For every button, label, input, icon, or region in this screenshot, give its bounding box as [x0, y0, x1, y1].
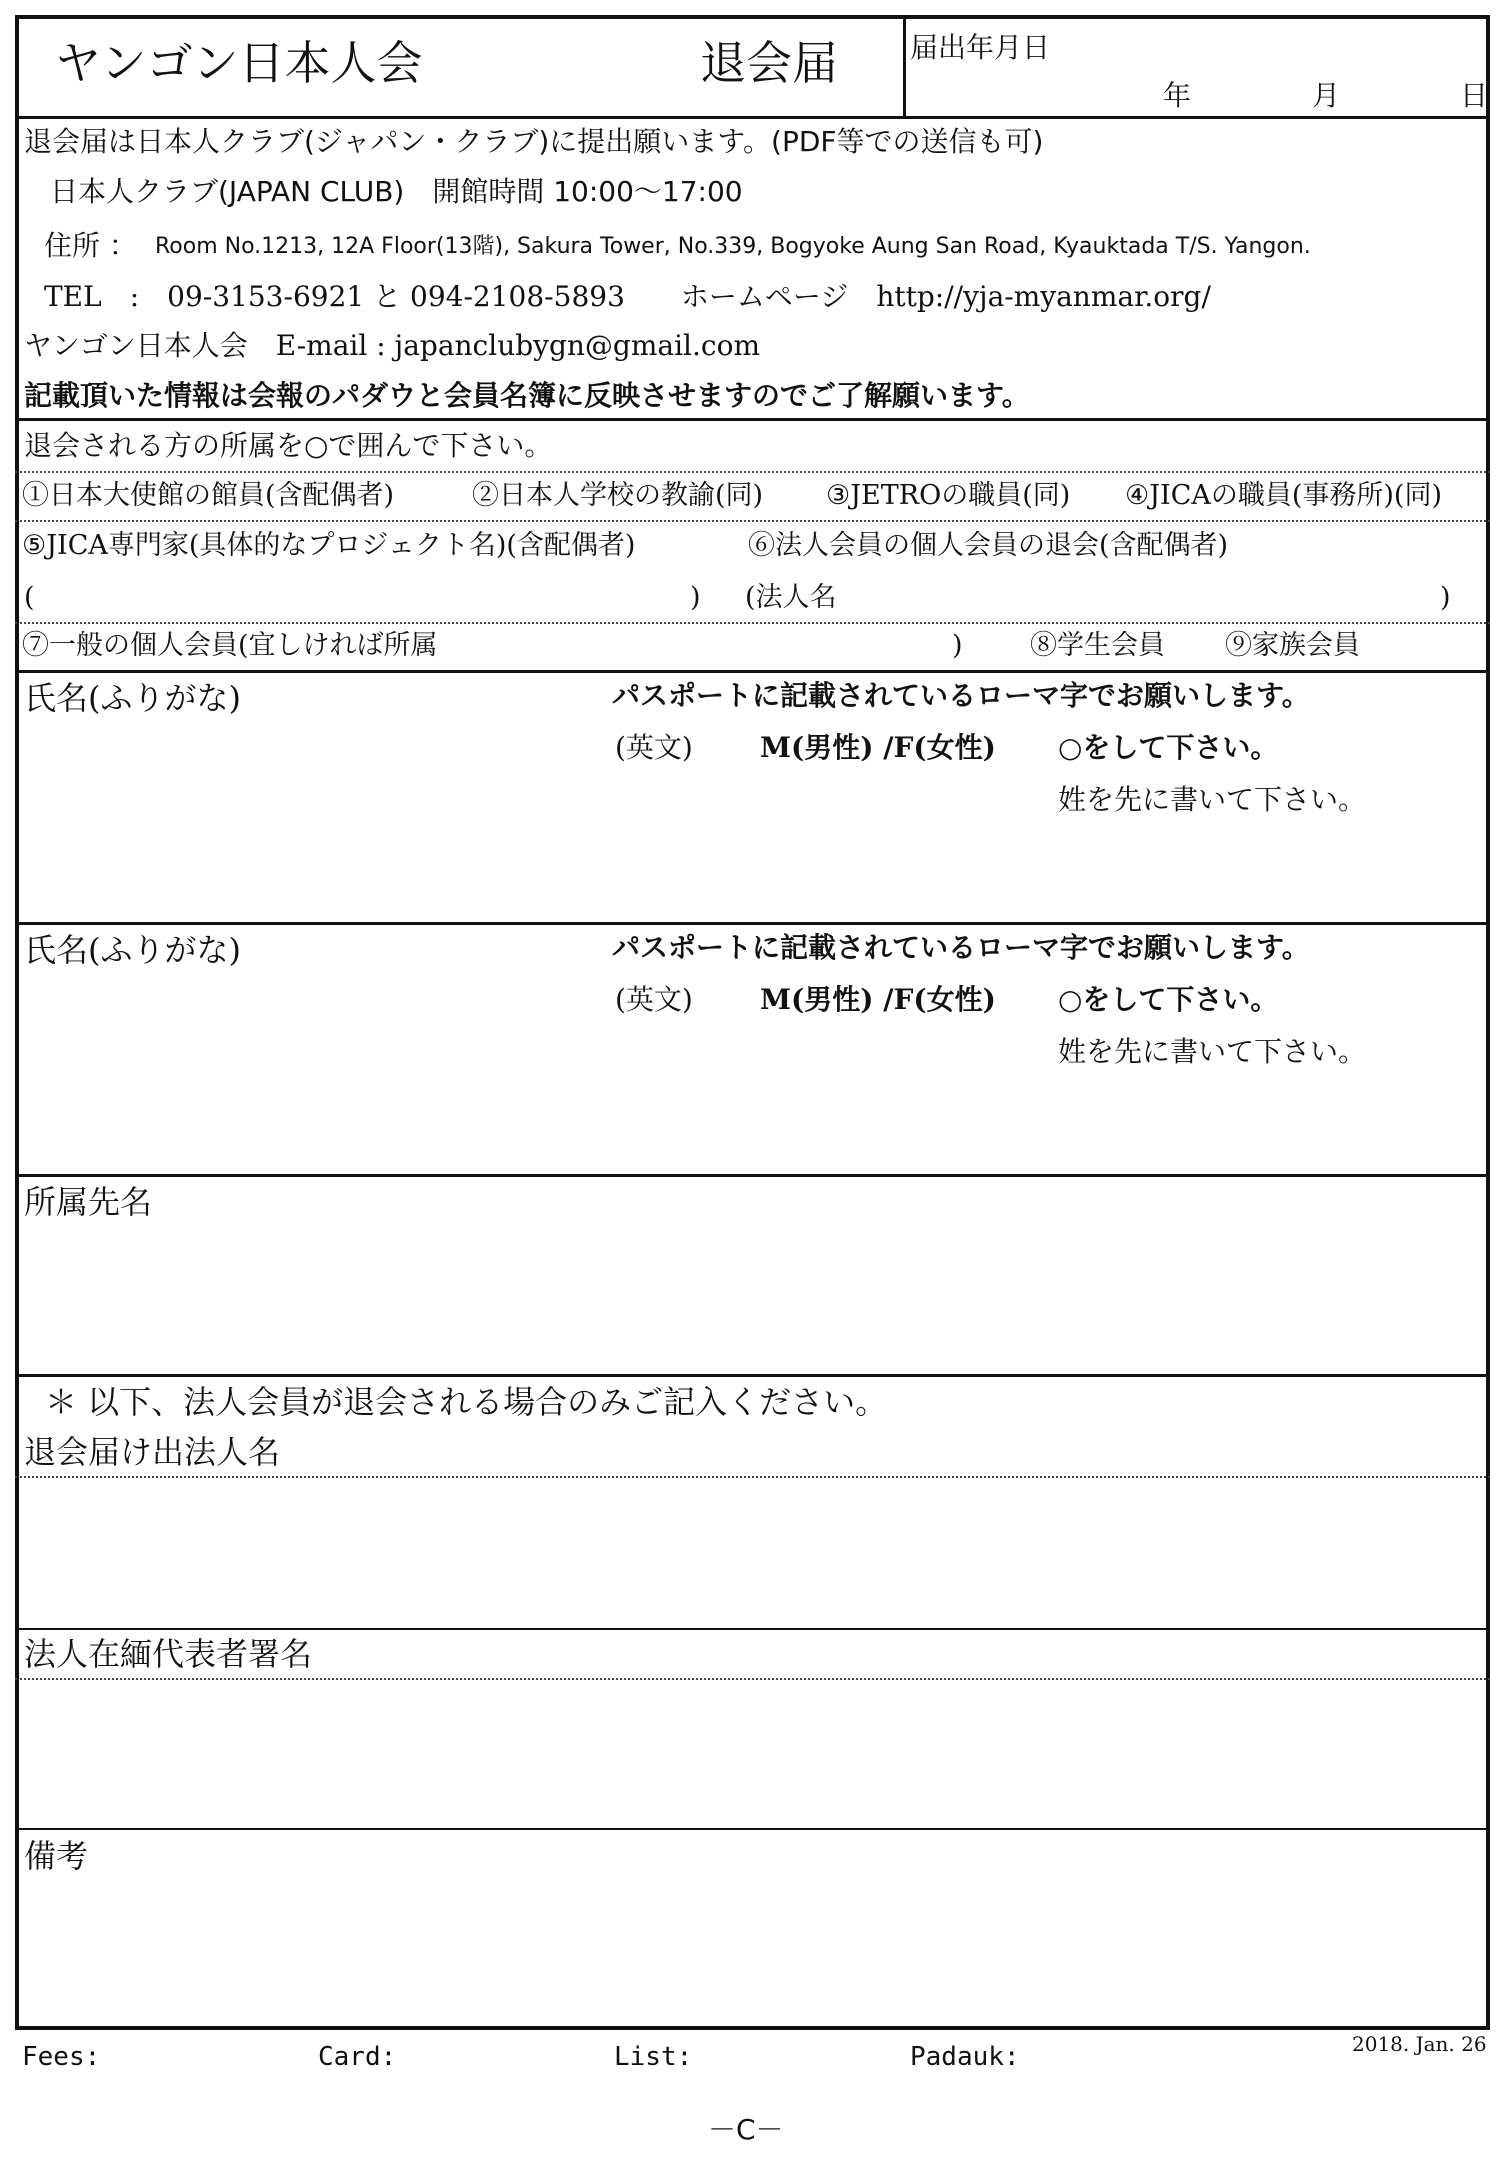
- name-input-2[interactable]: [24, 1082, 1484, 1172]
- info-bottom-line: [15, 418, 1490, 421]
- rep-signature-bottom: [15, 1828, 1490, 1830]
- email-line: ヤンゴン日本人会 E-mail : japanclubygn@gmail.com: [24, 329, 760, 362]
- option-general-individual[interactable]: ⑦一般の個人会員(宜しければ所属: [22, 630, 438, 661]
- corp-name-inline-input[interactable]: [860, 578, 1430, 618]
- gender-choice-1[interactable]: M(男性) /F(女性): [760, 731, 996, 764]
- page-number: －C－: [708, 2113, 784, 2146]
- org-name-bottom: [15, 1374, 1490, 1377]
- passport-note-2: パスポートに記載されているローマ字でお願いします。: [612, 931, 1310, 964]
- affiliation-dotted-3: [15, 622, 1490, 624]
- list-label: List:: [614, 2042, 693, 2072]
- corp-name-inline-label: (法人名: [745, 582, 837, 613]
- corp-withdraw-name-label: 退会届け出法人名: [24, 1433, 281, 1471]
- doc-title: 退会届: [700, 36, 838, 90]
- address-label: 住所 ：: [44, 229, 137, 262]
- option-student[interactable]: ⑧学生会員: [1030, 630, 1165, 661]
- general-affiliation-input[interactable]: [490, 626, 940, 666]
- day-label: 日: [1460, 79, 1489, 112]
- name-input-1[interactable]: [24, 830, 1484, 920]
- name-block-2-bottom: [15, 1174, 1490, 1177]
- project-name-input[interactable]: [40, 578, 680, 618]
- rep-signature-dotted: [15, 1678, 1490, 1680]
- name-label-2: 氏名(ふりがな): [24, 931, 241, 969]
- date-label: 届出年月日: [910, 31, 1051, 64]
- project-paren-close: ): [690, 582, 701, 613]
- org-name-input[interactable]: [24, 1225, 1484, 1370]
- address-text: Room No.1213, 12A Floor(13階), Sakura Tower, No.339, Bogyoke Aung San Road, Kyauktada T/S. Yangon.: [155, 234, 1311, 259]
- circle-note-2: ○をして下さい。: [1058, 983, 1279, 1016]
- corporate-note: ＊ 以下、法人会員が退会される場合のみご記入ください。: [45, 1383, 888, 1421]
- option-jetro[interactable]: ③JETROの職員(同): [826, 480, 1071, 511]
- revision-date: 2018. Jan. 26: [1352, 2032, 1487, 2056]
- english-label-1: (英文): [615, 731, 693, 764]
- month-label: 月: [1312, 79, 1341, 112]
- info-line-japan-club: 日本人クラブ(JAPAN CLUB) 開館時間 10:00～17:00: [50, 175, 743, 208]
- padauk-label: Padauk:: [910, 2042, 1020, 2072]
- privacy-notice: 記載頂いた情報は会報のパダウと会員名簿に反映させますのでご了解願います。: [24, 379, 1030, 412]
- general-paren-close: ): [952, 630, 963, 661]
- year-label: 年: [1163, 79, 1192, 112]
- name-block-1-bottom: [15, 922, 1490, 925]
- info-line-submission: 退会届は日本人クラブ(ジャパン・クラブ)に提出願います。(PDF等での送信も可): [24, 125, 1044, 158]
- rep-signature-input[interactable]: [24, 1682, 1484, 1826]
- affiliation-instruction: 退会される方の所属を○で囲んで下さい。: [24, 429, 553, 462]
- project-paren-open: (: [24, 582, 35, 613]
- passport-note-1: パスポートに記載されているローマ字でお願いします。: [612, 679, 1310, 712]
- affiliation-dotted-2: [15, 520, 1490, 522]
- name-label-1: 氏名(ふりがな): [24, 679, 241, 717]
- option-jica-expert[interactable]: ⑤JICA専門家(具体的なプロジェクト名)(含配偶者): [22, 530, 636, 561]
- corp-paren-close: ): [1440, 582, 1451, 613]
- corp-name-bottom: [15, 1628, 1490, 1630]
- surname-note-1: 姓を先に書いて下さい。: [1058, 783, 1367, 816]
- header-divider: [903, 15, 906, 117]
- submission-date-field[interactable]: [910, 70, 1485, 115]
- corp-withdraw-name-input[interactable]: [24, 1480, 1484, 1626]
- fees-label: Fees:: [22, 2042, 101, 2072]
- option-corporate-individual[interactable]: ⑥法人会員の個人会員の退会(含配偶者): [748, 530, 1229, 561]
- option-embassy[interactable]: ①日本大使館の館員(含配偶者): [22, 480, 395, 511]
- english-label-2: (英文): [615, 983, 693, 1016]
- org-name-label: 所属先名: [24, 1183, 153, 1221]
- rep-signature-label: 法人在緬代表者署名: [24, 1635, 313, 1673]
- circle-note-1: ○をして下さい。: [1058, 731, 1279, 764]
- header-bottom-line: [15, 116, 1490, 119]
- affiliation-dotted-1: [15, 471, 1490, 473]
- option-jica-staff[interactable]: ④JICAの職員(事務所)(同): [1125, 480, 1442, 511]
- org-title: ヤンゴン日本人会: [55, 36, 423, 90]
- gender-choice-2[interactable]: M(男性) /F(女性): [760, 983, 996, 1016]
- remarks-input[interactable]: [24, 1880, 1484, 2020]
- tel-line: TEL : 09-3153-6921 と 094-2108-5893 ホームページ http://yja-myanmar.org/: [44, 280, 1211, 313]
- remarks-label: 備考: [24, 1837, 89, 1875]
- affiliation-bottom-line: [15, 670, 1490, 673]
- option-japanese-school[interactable]: ②日本人学校の教諭(同): [472, 480, 764, 511]
- surname-note-2: 姓を先に書いて下さい。: [1058, 1035, 1367, 1068]
- card-label: Card:: [318, 2042, 397, 2072]
- option-family[interactable]: ⑨家族会員: [1225, 630, 1360, 661]
- corp-name-dotted: [15, 1476, 1490, 1478]
